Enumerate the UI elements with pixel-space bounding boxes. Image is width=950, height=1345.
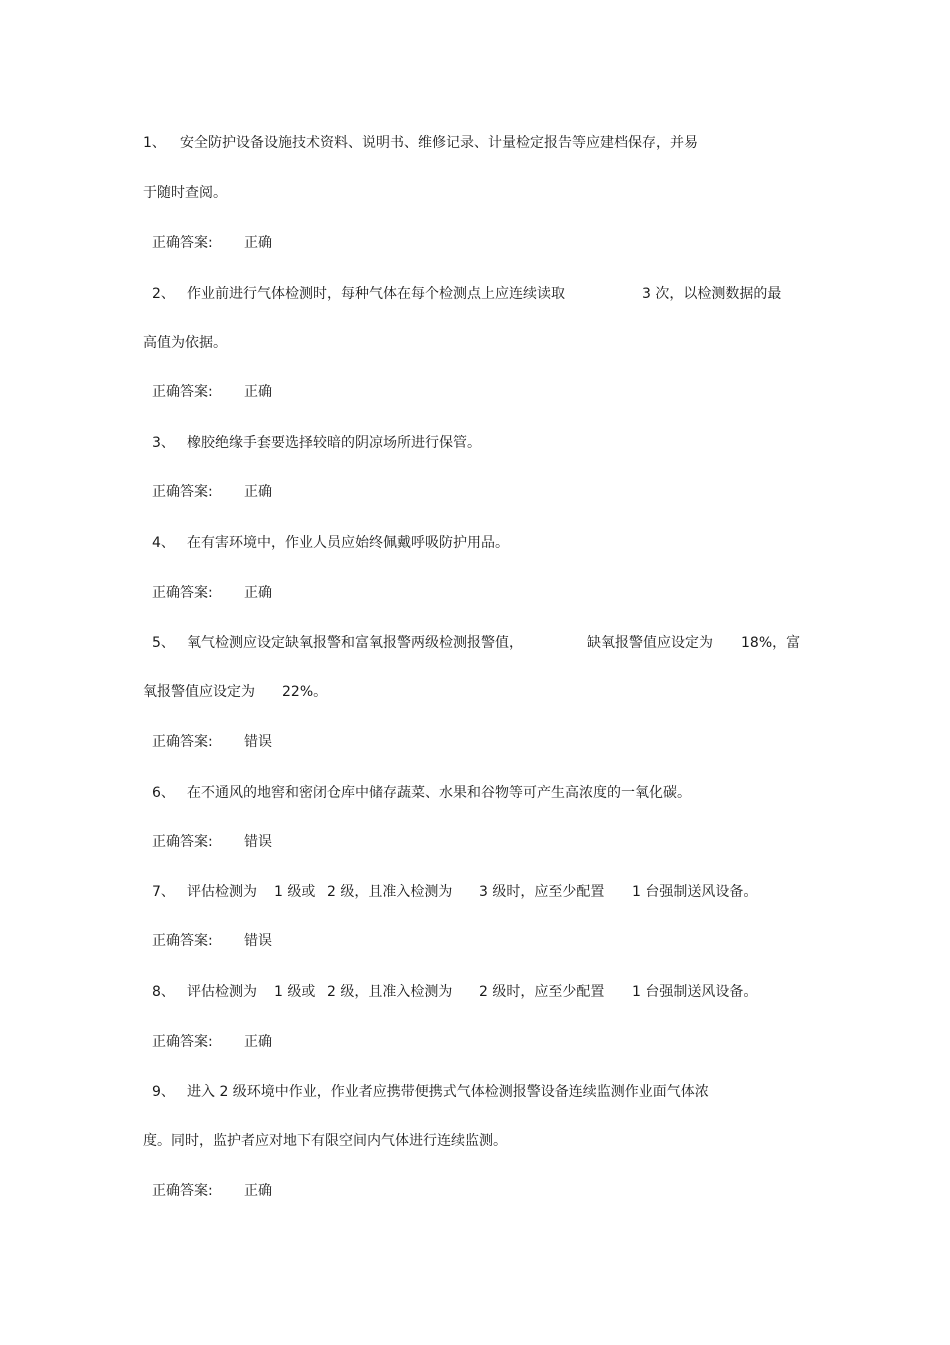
- answer-label: 正确答案:: [152, 734, 213, 750]
- answer-value: 正确: [244, 484, 272, 500]
- answer-label: 正确答案:: [152, 1183, 213, 1199]
- question-text-part: 2 级时，应至少配置: [479, 984, 605, 1000]
- question-text-part: 3 级时，应至少配置: [479, 884, 605, 900]
- question-text-part: 3 次，以检测数据的最: [642, 286, 782, 302]
- question-number: 8、: [152, 984, 175, 1000]
- question-text: 进入 2 级环境中作业，作业者应携带便携式气体检测报警设备连续监测作业面气体浓: [187, 1084, 709, 1100]
- question-number: 5、: [152, 635, 175, 651]
- question-text: 在有害环境中，作业人员应始终佩戴呼吸防护用品。: [187, 535, 509, 551]
- question-text-cont: 于随时查阅。: [143, 185, 227, 201]
- answer-label: 正确答案:: [152, 484, 213, 500]
- question-text-part: 缺氧报警值应设定为: [587, 635, 713, 651]
- question-text: 评估检测为: [187, 884, 257, 900]
- question-number: 1、: [143, 135, 166, 151]
- question-text-part: 1 级或: [274, 984, 316, 1000]
- question-text-cont: 高值为依据。: [143, 335, 227, 351]
- answer-value: 正确: [244, 1034, 272, 1050]
- answer-value: 错误: [244, 933, 272, 949]
- answer-value: 正确: [244, 1183, 272, 1199]
- question-number: 6、: [152, 785, 175, 801]
- answer-label: 正确答案:: [152, 384, 213, 400]
- question-text-part: 1 台强制送风设备。: [632, 884, 758, 900]
- question-text: 橡胶绝缘手套要选择较暗的阴凉场所进行保管。: [187, 435, 481, 451]
- question-text-cont: 氧报警值应设定为: [143, 684, 255, 700]
- answer-value: 错误: [244, 834, 272, 850]
- question-text-part: 1 级或: [274, 884, 316, 900]
- question-text: 作业前进行气体检测时，每种气体在每个检测点上应连续读取: [187, 286, 565, 302]
- answer-value: 正确: [244, 384, 272, 400]
- answer-label: 正确答案:: [152, 933, 213, 949]
- answer-label: 正确答案:: [152, 834, 213, 850]
- answer-value: 正确: [244, 585, 272, 601]
- question-text: 氧气检测应设定缺氧报警和富氧报警两级检测报警值，: [187, 635, 523, 651]
- question-text: 安全防护设备设施技术资料、说明书、维修记录、计量检定报告等应建档保存，并易: [180, 135, 698, 151]
- question-number: 3、: [152, 435, 175, 451]
- question-text: 评估检测为: [187, 984, 257, 1000]
- question-number: 2、: [152, 286, 175, 302]
- question-text-cont: 度。同时，监护者应对地下有限空间内气体进行连续监测。: [143, 1133, 507, 1149]
- answer-label: 正确答案:: [152, 235, 213, 251]
- answer-label: 正确答案:: [152, 1034, 213, 1050]
- answer-value: 错误: [244, 734, 272, 750]
- answer-label: 正确答案:: [152, 585, 213, 601]
- question-number: 4、: [152, 535, 175, 551]
- question-text-part: 2 级，且准入检测为: [327, 984, 453, 1000]
- question-text: 在不通风的地窖和密闭仓库中储存蔬菜、水果和谷物等可产生高浓度的一氧化碳。: [187, 785, 691, 801]
- question-text-part: 18%，富: [741, 635, 801, 651]
- question-number: 9、: [152, 1084, 175, 1100]
- answer-value: 正确: [244, 235, 272, 251]
- question-number: 7、: [152, 884, 175, 900]
- question-text-part: 22%。: [282, 684, 328, 700]
- question-text-part: 2 级，且准入检测为: [327, 884, 453, 900]
- question-text-part: 1 台强制送风设备。: [632, 984, 758, 1000]
